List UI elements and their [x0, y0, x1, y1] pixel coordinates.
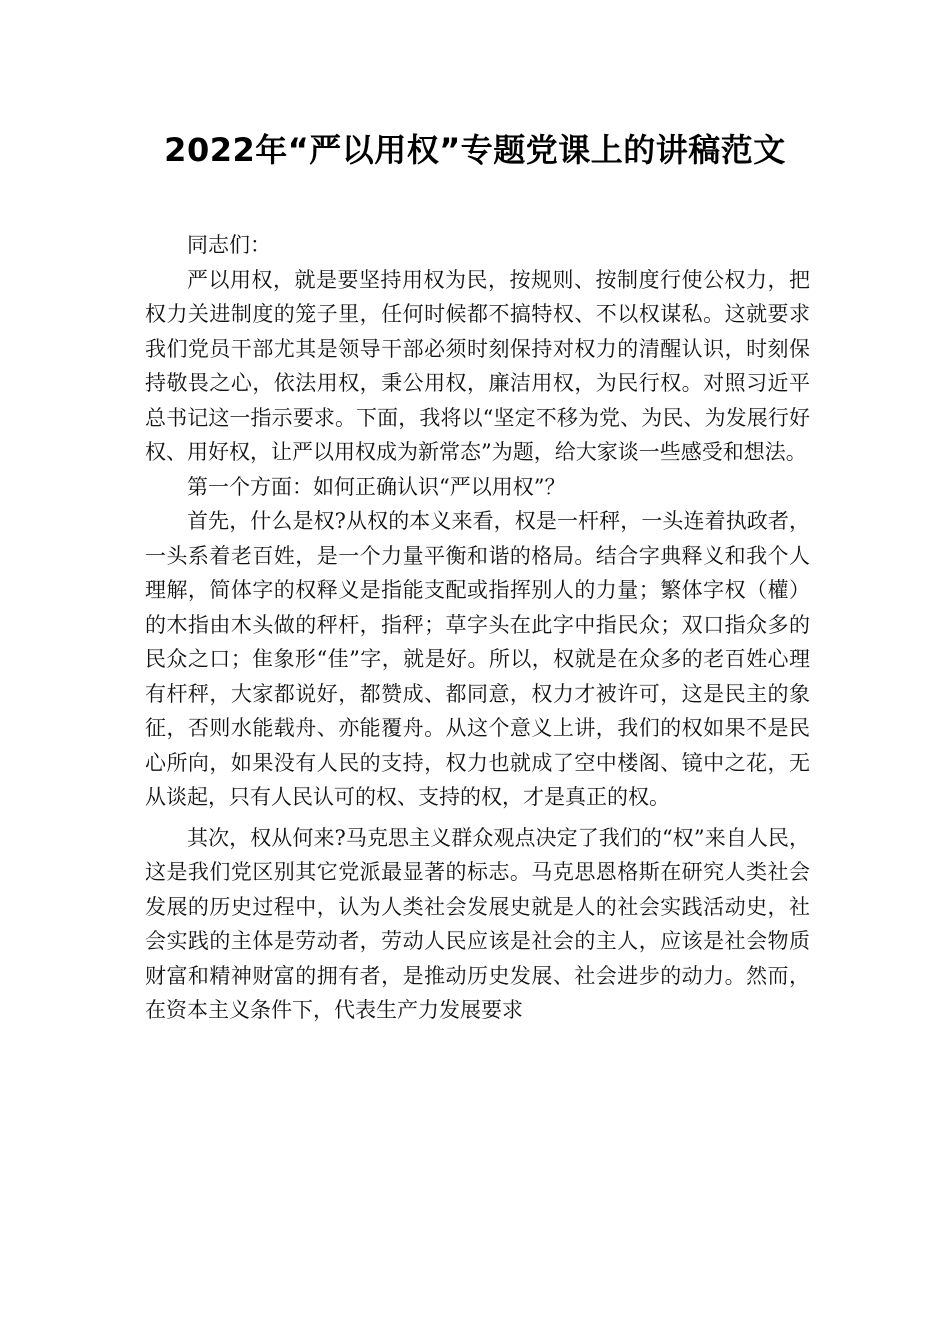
document-title: 2022年“严以用权”专题党课上的讲稿范文: [164, 131, 786, 169]
intro-paragraph: 严以用权，就是要坚持用权为民，按规则、按制度行使公权力，把权力关进制度的笼子里，任何时候都不搞特权、不以权谋私。这就要求我们党员干部尤其是领导干部必须时刻保持对权力的清醒认识，时刻保持敬畏之心，依法用权，秉公用权，廉洁用权，为民行权。对照习近平总书记这一指示要求。下面，我将以“坚定不移为党、为民、为发展行好权、用好权，让严以用权成为新常态”为题，给大家谈一些感受和想法。: [145, 267, 810, 464]
body-paragraph-first: 首先，什么是权?从权的本义来看，权是一杆秤，一头连着执政者，一头系着老百姓，是一个力量平衡和谐的格局。结合字典释义和我个人理解，简体字的权释义是指能支配或指挥别人的力量；繁体字权（權）的木指由木头做的秤杆，指秤；草字头在此字中指民众；双口指众多的民众之口；隹象形“佳”字，就是好。所以，权就是在众多的老百姓心理有杆秤，大家都说好，都赞成、都同意，权力才被许可，这是民主的象征，否则水能载舟、亦能覆舟。从这个意义上讲，我们的权如果不是民心所向，如果没有人民的支持，权力也就成了空中楼阁、镜中之花，无从谈起，只有人民认可的权、支持的权，才是真正的权。: [145, 509, 810, 809]
body-paragraph-second: 其次，权从何来?马克思主义群众观点决定了我们的“权”来自人民，这是我们党区别其它党派最显著的标志。马克思恩格斯在研究人类社会发展的历史过程中，认为人类社会发展史就是人的社会实践活动史，社会实践的主体是劳动者，劳动人民应该是社会的主人，应该是社会物质财富和精神财富的拥有者，是推动历史发展、社会进步的动力。然而，在资本主义条件下，代表生产力发展要求: [145, 825, 810, 1022]
salutation-paragraph: 同志们：: [187, 233, 271, 257]
document-body: [145, 228, 810, 1028]
section-heading-paragraph: 第一个方面：如何正确认识“严以用权”？: [187, 474, 566, 499]
